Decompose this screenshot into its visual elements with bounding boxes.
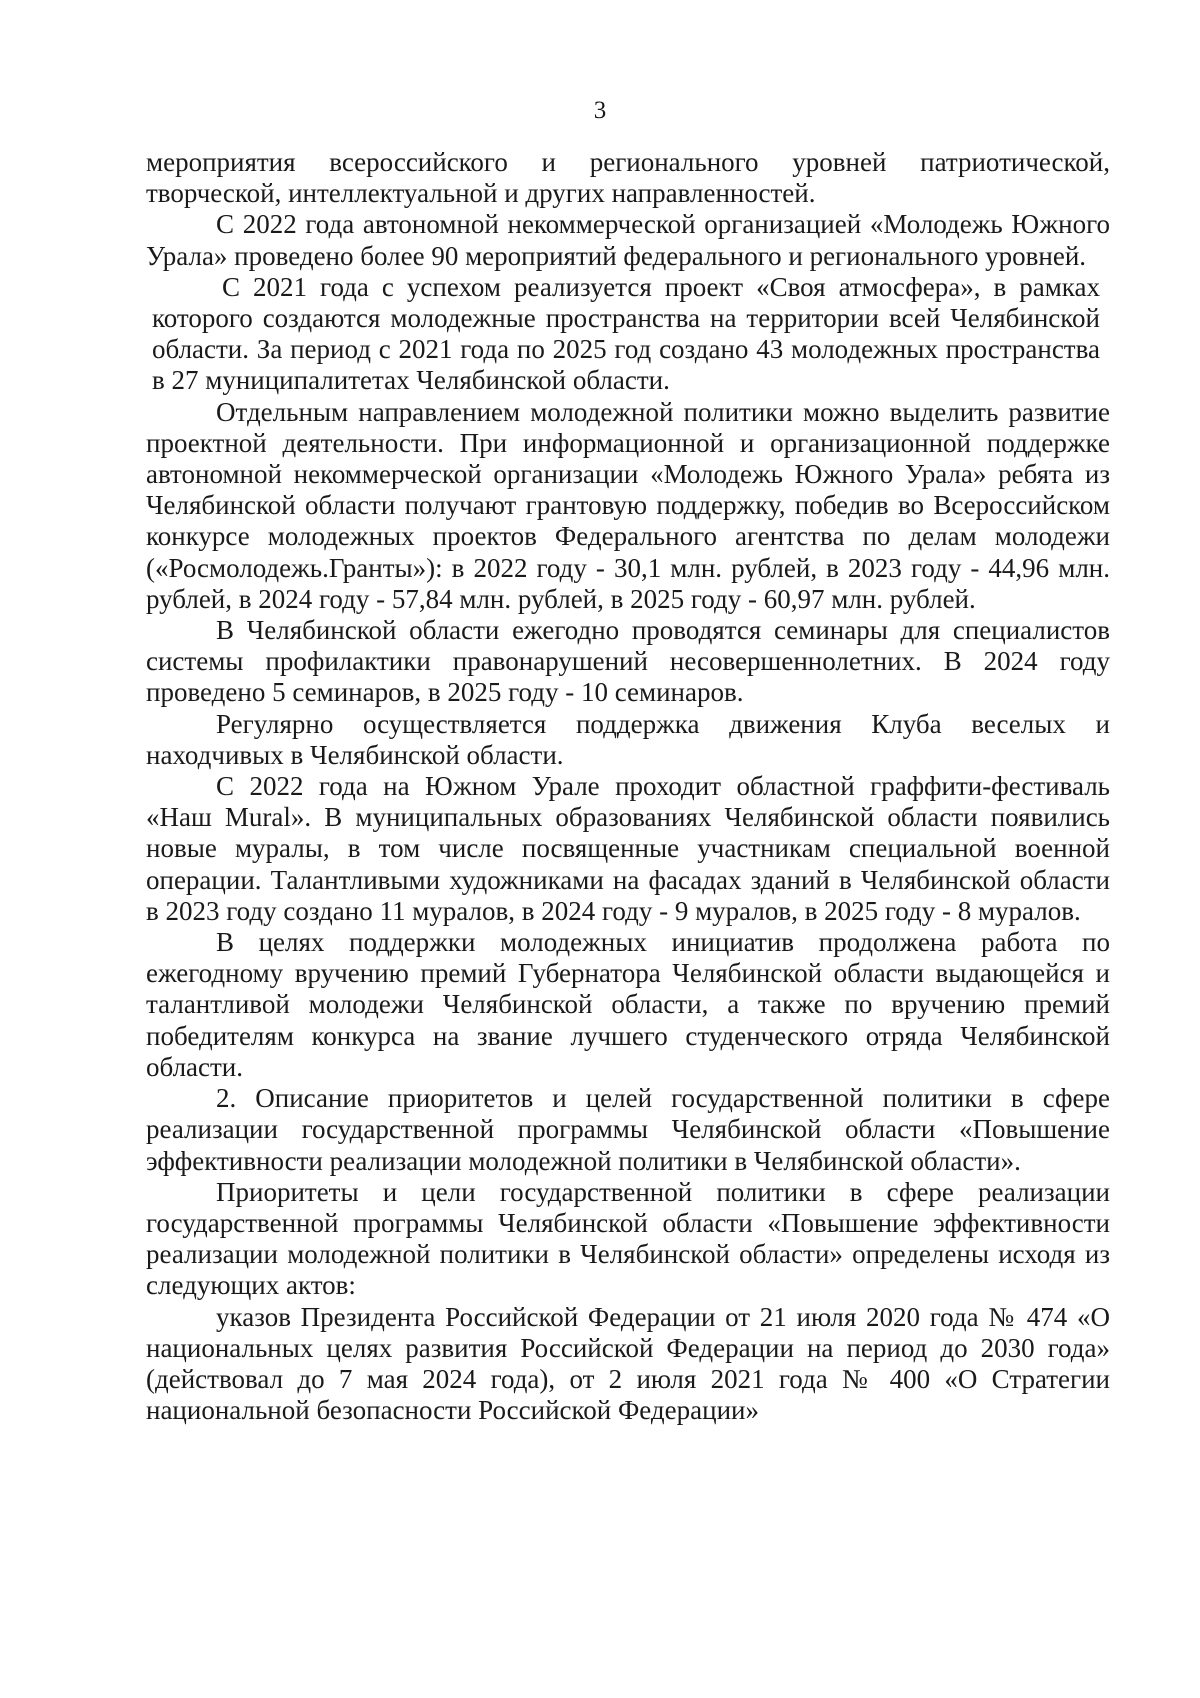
paragraph-priorities-intro: Приоритеты и цели государственной политики в сфере реализации государственной программы Челябинской области «Повышение эффективности реализации молодежной политики в Челябинской области» определены исходя из следующих актов: [146, 1176, 1110, 1301]
paragraph-project-grants: Отдельным направлением молодежной политики можно выделить развитие проектной деятельности. При информационной и организационной поддержке автономной некоммерческой организации «Молодежь Южного Урала» ребята из Челябинской области получают грантовую поддержку, победив во Всероссийском конкурсе молодежных проектов Федерального агентства по делам молодежи («Росмолодежь.Гранты»): в 2022 году - 30,1 млн. рублей, в 2023 году - 44,96 млн. рублей, в 2024 году - 57,84 млн. рублей, в 2025 году - 60,97 млн. рублей. [146, 396, 1110, 614]
document-body [146, 147, 1110, 1426]
paragraph-presidential-decrees: указов Президента Российской Федерации от 21 июля 2020 года № 474 «О национальных целях развития Российской Федерации на период до 2030 года» (действовал до 7 мая 2024 года), от 2 июля 2021 года № 400 «О Стратегии национальной безопасности Российской Федерации» [146, 1301, 1110, 1426]
paragraph-prevention-seminars: В Челябинской области ежегодно проводятся семинары для специалистов системы профилактики правонарушений несовершеннолетних. В 2024 году проведено 5 семинаров, в 2025 году - 10 семинаров. [146, 615, 1110, 708]
paragraph-events-continuation: мероприятия всероссийского и регионального уровней патриотической, творческой, интеллектуальной и других направленностей. [146, 147, 1110, 209]
paragraph-graffiti-festival: С 2022 года на Южном Урале проходит областной граффити-фестиваль «Наш Mural». В муниципальных образованиях Челябинской области появились новые муралы, в том числе посвященные участникам специальной военной операции. Талантливыми художниками на фасадах зданий в Челябинской области в 2023 году создано 11 муралов, в 2024 году - 9 муралов, в 2025 году - 8 муралов. [146, 771, 1110, 926]
paragraph-section-2-heading: 2. Описание приоритетов и целей государственной политики в сфере реализации государственной программы Челябинской области «Повышение эффективности реализации молодежной политики в Челябинской области». [146, 1083, 1110, 1176]
page-number: 3 [593, 97, 607, 124]
paragraph-youth-south-ural-events: С 2022 года автономной некоммерческой организацией «Молодежь Южного Урала» проведено более 90 мероприятий федерального и регионального уровней. [146, 209, 1110, 271]
paragraph-kvn-support: Регулярно осуществляется поддержка движения Клуба веселых и находчивых в Челябинской области. [146, 708, 1110, 770]
paragraph-svoya-atmosfera: С 2021 года с успехом реализуется проект «Своя атмосфера», в рамках которого создаются молодежные пространства на территории всей Челябинской области. За период с 2021 года по 2025 год создано 43 молодежных пространства в 27 муниципалитетах Челябинской области. [152, 271, 1100, 396]
paragraph-governor-awards: В целях поддержки молодежных инициатив продолжена работа по ежегодному вручению премий Губернатора Челябинской области выдающейся и талантливой молодежи Челябинской области, а также по вручению премий победителям конкурса на звание лучшего студенческого отряда Челябинской области. [146, 927, 1110, 1082]
